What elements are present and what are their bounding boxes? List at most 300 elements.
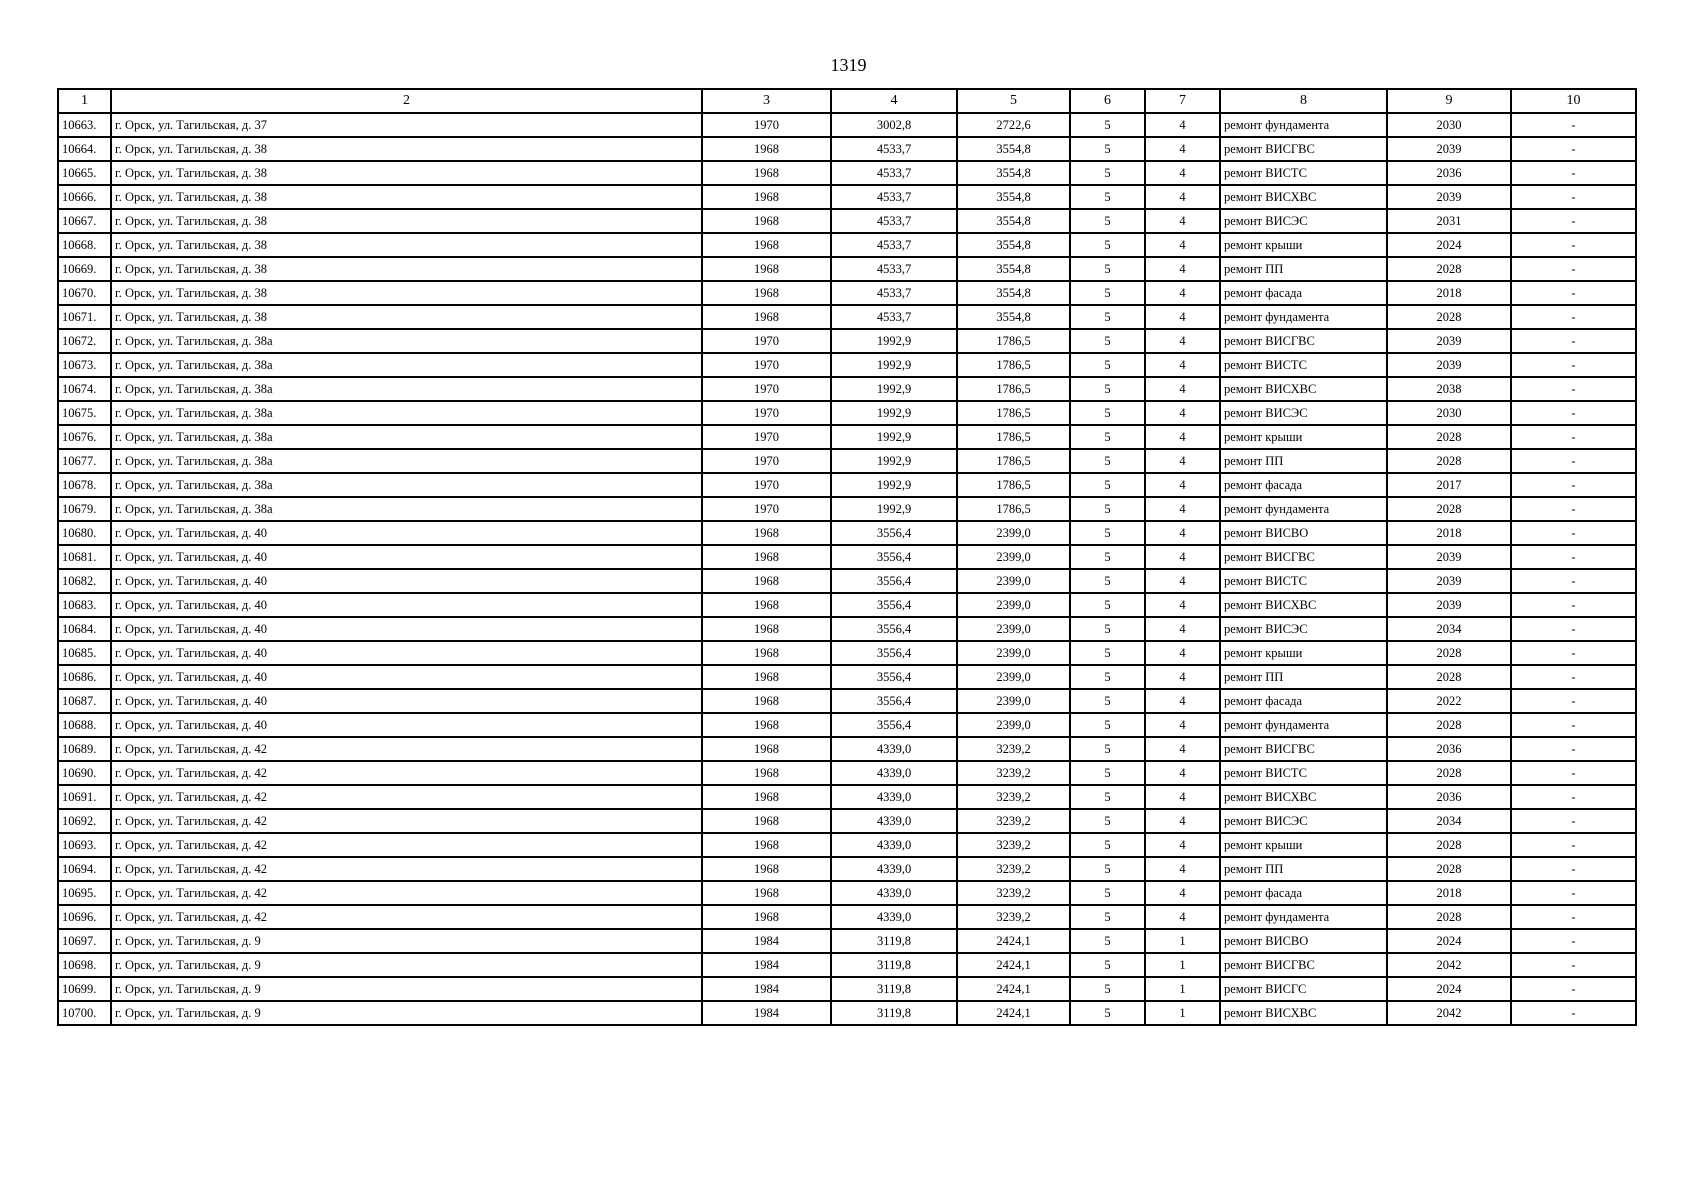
floors-cell: 5 — [1070, 521, 1145, 545]
row-number-cell: 10686. — [58, 665, 111, 689]
row-number-cell: 10694. — [58, 857, 111, 881]
year-cell: 1968 — [702, 881, 831, 905]
floors-cell: 5 — [1070, 617, 1145, 641]
total-area-cell: 3556,4 — [831, 521, 957, 545]
table-row — [58, 425, 1636, 449]
note-cell: - — [1511, 521, 1636, 545]
year-cell: 1968 — [702, 233, 831, 257]
address-cell: г. Орск, ул. Тагильская, д. 38 — [111, 209, 702, 233]
header-row — [58, 89, 1636, 113]
living-area-cell: 2424,1 — [957, 977, 1070, 1001]
work-type-cell: ремонт ПП — [1220, 665, 1387, 689]
work-type-cell: ремонт ВИСГВС — [1220, 137, 1387, 161]
total-area-cell: 4533,7 — [831, 137, 957, 161]
total-area-cell: 1992,9 — [831, 425, 957, 449]
work-type-cell: ремонт ВИСГВС — [1220, 737, 1387, 761]
living-area-cell: 2399,0 — [957, 689, 1070, 713]
living-area-cell: 1786,5 — [957, 329, 1070, 353]
planned-year-cell: 2039 — [1387, 545, 1511, 569]
total-area-cell: 4533,7 — [831, 281, 957, 305]
row-number-cell: 10699. — [58, 977, 111, 1001]
year-cell: 1968 — [702, 569, 831, 593]
year-cell: 1968 — [702, 713, 831, 737]
living-area-cell: 3554,8 — [957, 281, 1070, 305]
work-type-cell: ремонт ВИСГС — [1220, 977, 1387, 1001]
total-area-cell: 4533,7 — [831, 305, 957, 329]
year-cell: 1968 — [702, 137, 831, 161]
planned-year-cell: 2028 — [1387, 449, 1511, 473]
work-type-cell: ремонт ВИСГВС — [1220, 329, 1387, 353]
table-row — [58, 785, 1636, 809]
planned-year-cell: 2036 — [1387, 785, 1511, 809]
living-area-cell: 3554,8 — [957, 305, 1070, 329]
note-cell: - — [1511, 209, 1636, 233]
entrances-cell: 4 — [1145, 473, 1220, 497]
year-cell: 1968 — [702, 737, 831, 761]
table-row — [58, 401, 1636, 425]
table-row — [58, 497, 1636, 521]
work-type-cell: ремонт ВИСХВС — [1220, 377, 1387, 401]
address-cell: г. Орск, ул. Тагильская, д. 42 — [111, 857, 702, 881]
work-type-cell: ремонт ВИСТС — [1220, 161, 1387, 185]
year-cell: 1984 — [702, 1001, 831, 1025]
floors-cell: 5 — [1070, 929, 1145, 953]
entrances-cell: 1 — [1145, 977, 1220, 1001]
entrances-cell: 4 — [1145, 833, 1220, 857]
address-cell: г. Орск, ул. Тагильская, д. 38а — [111, 425, 702, 449]
address-cell: г. Орск, ул. Тагильская, д. 40 — [111, 665, 702, 689]
row-number-cell: 10665. — [58, 161, 111, 185]
floors-cell: 5 — [1070, 401, 1145, 425]
table-row — [58, 305, 1636, 329]
work-type-cell: ремонт ВИСТС — [1220, 569, 1387, 593]
floors-cell: 5 — [1070, 473, 1145, 497]
note-cell: - — [1511, 737, 1636, 761]
work-type-cell: ремонт крыши — [1220, 233, 1387, 257]
floors-cell: 5 — [1070, 257, 1145, 281]
row-number-cell: 10698. — [58, 953, 111, 977]
work-type-cell: ремонт ВИСХВС — [1220, 1001, 1387, 1025]
table-row — [58, 569, 1636, 593]
note-cell: - — [1511, 953, 1636, 977]
row-number-cell: 10697. — [58, 929, 111, 953]
work-type-cell: ремонт фундамента — [1220, 305, 1387, 329]
living-area-cell: 2722,6 — [957, 113, 1070, 137]
note-cell: - — [1511, 833, 1636, 857]
table-row — [58, 953, 1636, 977]
year-cell: 1968 — [702, 761, 831, 785]
table-row — [58, 209, 1636, 233]
table-row — [58, 929, 1636, 953]
table-row — [58, 665, 1636, 689]
table-row — [58, 329, 1636, 353]
entrances-cell: 4 — [1145, 329, 1220, 353]
year-cell: 1968 — [702, 257, 831, 281]
note-cell: - — [1511, 113, 1636, 137]
address-cell: г. Орск, ул. Тагильская, д. 38 — [111, 305, 702, 329]
entrances-cell: 4 — [1145, 257, 1220, 281]
address-cell: г. Орск, ул. Тагильская, д. 38 — [111, 281, 702, 305]
entrances-cell: 4 — [1145, 521, 1220, 545]
entrances-cell: 4 — [1145, 785, 1220, 809]
entrances-cell: 1 — [1145, 953, 1220, 977]
year-cell: 1970 — [702, 329, 831, 353]
row-number-cell: 10683. — [58, 593, 111, 617]
living-area-cell: 2399,0 — [957, 593, 1070, 617]
planned-year-cell: 2028 — [1387, 833, 1511, 857]
year-cell: 1968 — [702, 617, 831, 641]
address-cell: г. Орск, ул. Тагильская, д. 42 — [111, 785, 702, 809]
total-area-cell: 3556,4 — [831, 617, 957, 641]
row-number-cell: 10667. — [58, 209, 111, 233]
floors-cell: 5 — [1070, 593, 1145, 617]
year-cell: 1984 — [702, 977, 831, 1001]
work-type-cell: ремонт ПП — [1220, 449, 1387, 473]
column-header: 9 — [1387, 89, 1511, 113]
note-cell: - — [1511, 137, 1636, 161]
total-area-cell: 4339,0 — [831, 761, 957, 785]
note-cell: - — [1511, 665, 1636, 689]
floors-cell: 5 — [1070, 737, 1145, 761]
note-cell: - — [1511, 713, 1636, 737]
note-cell: - — [1511, 425, 1636, 449]
address-cell: г. Орск, ул. Тагильская, д. 38 — [111, 185, 702, 209]
planned-year-cell: 2028 — [1387, 761, 1511, 785]
planned-year-cell: 2028 — [1387, 665, 1511, 689]
row-number-cell: 10680. — [58, 521, 111, 545]
table-row — [58, 737, 1636, 761]
address-cell: г. Орск, ул. Тагильская, д. 40 — [111, 593, 702, 617]
floors-cell: 5 — [1070, 329, 1145, 353]
floors-cell: 5 — [1070, 905, 1145, 929]
note-cell: - — [1511, 929, 1636, 953]
note-cell: - — [1511, 353, 1636, 377]
planned-year-cell: 2028 — [1387, 857, 1511, 881]
column-header: 10 — [1511, 89, 1636, 113]
total-area-cell: 3556,4 — [831, 545, 957, 569]
entrances-cell: 4 — [1145, 449, 1220, 473]
row-number-cell: 10671. — [58, 305, 111, 329]
table-body — [58, 113, 1636, 1025]
address-cell: г. Орск, ул. Тагильская, д. 38а — [111, 497, 702, 521]
work-type-cell: ремонт фасада — [1220, 473, 1387, 497]
total-area-cell: 3556,4 — [831, 689, 957, 713]
floors-cell: 5 — [1070, 185, 1145, 209]
total-area-cell: 3119,8 — [831, 977, 957, 1001]
floors-cell: 5 — [1070, 689, 1145, 713]
floors-cell: 5 — [1070, 641, 1145, 665]
note-cell: - — [1511, 377, 1636, 401]
total-area-cell: 3556,4 — [831, 569, 957, 593]
note-cell: - — [1511, 689, 1636, 713]
living-area-cell: 2399,0 — [957, 569, 1070, 593]
year-cell: 1984 — [702, 929, 831, 953]
year-cell: 1970 — [702, 113, 831, 137]
total-area-cell: 4533,7 — [831, 257, 957, 281]
table-row — [58, 761, 1636, 785]
work-type-cell: ремонт ВИСЭС — [1220, 209, 1387, 233]
entrances-cell: 4 — [1145, 401, 1220, 425]
living-area-cell: 3239,2 — [957, 857, 1070, 881]
floors-cell: 5 — [1070, 785, 1145, 809]
address-cell: г. Орск, ул. Тагильская, д. 38а — [111, 473, 702, 497]
address-cell: г. Орск, ул. Тагильская, д. 40 — [111, 569, 702, 593]
floors-cell: 5 — [1070, 233, 1145, 257]
entrances-cell: 4 — [1145, 617, 1220, 641]
planned-year-cell: 2030 — [1387, 113, 1511, 137]
row-number-cell: 10692. — [58, 809, 111, 833]
address-cell: г. Орск, ул. Тагильская, д. 37 — [111, 113, 702, 137]
entrances-cell: 4 — [1145, 857, 1220, 881]
table-row — [58, 545, 1636, 569]
note-cell: - — [1511, 857, 1636, 881]
total-area-cell: 3119,8 — [831, 953, 957, 977]
total-area-cell: 3002,8 — [831, 113, 957, 137]
address-cell: г. Орск, ул. Тагильская, д. 40 — [111, 713, 702, 737]
address-cell: г. Орск, ул. Тагильская, д. 42 — [111, 809, 702, 833]
entrances-cell: 4 — [1145, 137, 1220, 161]
note-cell: - — [1511, 449, 1636, 473]
living-area-cell: 3239,2 — [957, 737, 1070, 761]
note-cell: - — [1511, 569, 1636, 593]
planned-year-cell: 2018 — [1387, 881, 1511, 905]
floors-cell: 5 — [1070, 497, 1145, 521]
note-cell: - — [1511, 545, 1636, 569]
floors-cell: 5 — [1070, 713, 1145, 737]
column-header: 2 — [111, 89, 702, 113]
row-number-cell: 10675. — [58, 401, 111, 425]
note-cell: - — [1511, 809, 1636, 833]
year-cell: 1968 — [702, 305, 831, 329]
living-area-cell: 2399,0 — [957, 521, 1070, 545]
table-row — [58, 161, 1636, 185]
table-header — [58, 89, 1636, 113]
entrances-cell: 4 — [1145, 641, 1220, 665]
table-row — [58, 521, 1636, 545]
entrances-cell: 4 — [1145, 545, 1220, 569]
note-cell: - — [1511, 641, 1636, 665]
living-area-cell: 2399,0 — [957, 665, 1070, 689]
work-type-cell: ремонт фундамента — [1220, 113, 1387, 137]
row-number-cell: 10677. — [58, 449, 111, 473]
planned-year-cell: 2038 — [1387, 377, 1511, 401]
living-area-cell: 1786,5 — [957, 449, 1070, 473]
row-number-cell: 10669. — [58, 257, 111, 281]
planned-year-cell: 2028 — [1387, 305, 1511, 329]
total-area-cell: 4533,7 — [831, 209, 957, 233]
total-area-cell: 4339,0 — [831, 833, 957, 857]
entrances-cell: 4 — [1145, 497, 1220, 521]
living-area-cell: 3239,2 — [957, 785, 1070, 809]
table-row — [58, 257, 1636, 281]
total-area-cell: 1992,9 — [831, 377, 957, 401]
table-row — [58, 137, 1636, 161]
planned-year-cell: 2039 — [1387, 329, 1511, 353]
total-area-cell: 4339,0 — [831, 785, 957, 809]
living-area-cell: 1786,5 — [957, 425, 1070, 449]
table-row — [58, 857, 1636, 881]
planned-year-cell: 2036 — [1387, 737, 1511, 761]
row-number-cell: 10676. — [58, 425, 111, 449]
total-area-cell: 1992,9 — [831, 449, 957, 473]
work-type-cell: ремонт фундамента — [1220, 497, 1387, 521]
note-cell: - — [1511, 593, 1636, 617]
planned-year-cell: 2042 — [1387, 953, 1511, 977]
row-number-cell: 10700. — [58, 1001, 111, 1025]
year-cell: 1968 — [702, 785, 831, 809]
row-number-cell: 10679. — [58, 497, 111, 521]
floors-cell: 5 — [1070, 881, 1145, 905]
floors-cell: 5 — [1070, 281, 1145, 305]
year-cell: 1968 — [702, 281, 831, 305]
floors-cell: 5 — [1070, 857, 1145, 881]
address-cell: г. Орск, ул. Тагильская, д. 42 — [111, 833, 702, 857]
row-number-cell: 10663. — [58, 113, 111, 137]
table-row — [58, 641, 1636, 665]
table-row — [58, 473, 1636, 497]
entrances-cell: 4 — [1145, 425, 1220, 449]
work-type-cell: ремонт ВИСГВС — [1220, 953, 1387, 977]
floors-cell: 5 — [1070, 161, 1145, 185]
entrances-cell: 4 — [1145, 113, 1220, 137]
row-number-cell: 10666. — [58, 185, 111, 209]
living-area-cell: 1786,5 — [957, 401, 1070, 425]
address-cell: г. Орск, ул. Тагильская, д. 9 — [111, 929, 702, 953]
row-number-cell: 10690. — [58, 761, 111, 785]
work-type-cell: ремонт ВИСВО — [1220, 521, 1387, 545]
total-area-cell: 4533,7 — [831, 233, 957, 257]
total-area-cell: 3556,4 — [831, 665, 957, 689]
living-area-cell: 1786,5 — [957, 377, 1070, 401]
note-cell: - — [1511, 1001, 1636, 1025]
address-cell: г. Орск, ул. Тагильская, д. 42 — [111, 761, 702, 785]
planned-year-cell: 2018 — [1387, 281, 1511, 305]
floors-cell: 5 — [1070, 1001, 1145, 1025]
table-row — [58, 377, 1636, 401]
address-cell: г. Орск, ул. Тагильская, д. 40 — [111, 641, 702, 665]
living-area-cell: 2399,0 — [957, 545, 1070, 569]
planned-year-cell: 2028 — [1387, 425, 1511, 449]
planned-year-cell: 2028 — [1387, 497, 1511, 521]
table-row — [58, 977, 1636, 1001]
table-row — [58, 809, 1636, 833]
address-cell: г. Орск, ул. Тагильская, д. 38 — [111, 233, 702, 257]
table-row — [58, 449, 1636, 473]
row-number-cell: 10688. — [58, 713, 111, 737]
planned-year-cell: 2039 — [1387, 185, 1511, 209]
year-cell: 1970 — [702, 377, 831, 401]
year-cell: 1968 — [702, 521, 831, 545]
floors-cell: 5 — [1070, 569, 1145, 593]
note-cell: - — [1511, 401, 1636, 425]
table-row — [58, 833, 1636, 857]
floors-cell: 5 — [1070, 545, 1145, 569]
total-area-cell: 3119,8 — [831, 929, 957, 953]
table-row — [58, 713, 1636, 737]
entrances-cell: 4 — [1145, 185, 1220, 209]
total-area-cell: 1992,9 — [831, 473, 957, 497]
living-area-cell: 2424,1 — [957, 1001, 1070, 1025]
column-header: 6 — [1070, 89, 1145, 113]
address-cell: г. Орск, ул. Тагильская, д. 9 — [111, 1001, 702, 1025]
living-area-cell: 1786,5 — [957, 353, 1070, 377]
planned-year-cell: 2039 — [1387, 593, 1511, 617]
column-header: 1 — [58, 89, 111, 113]
row-number-cell: 10678. — [58, 473, 111, 497]
entrances-cell: 4 — [1145, 377, 1220, 401]
planned-year-cell: 2031 — [1387, 209, 1511, 233]
total-area-cell: 3556,4 — [831, 641, 957, 665]
entrances-cell: 4 — [1145, 689, 1220, 713]
year-cell: 1984 — [702, 953, 831, 977]
row-number-cell: 10672. — [58, 329, 111, 353]
floors-cell: 5 — [1070, 833, 1145, 857]
living-area-cell: 3554,8 — [957, 209, 1070, 233]
row-number-cell: 10691. — [58, 785, 111, 809]
year-cell: 1968 — [702, 593, 831, 617]
planned-year-cell: 2042 — [1387, 1001, 1511, 1025]
note-cell: - — [1511, 881, 1636, 905]
living-area-cell: 2399,0 — [957, 713, 1070, 737]
planned-year-cell: 2022 — [1387, 689, 1511, 713]
capital-repair-table — [57, 88, 1637, 1026]
column-header: 4 — [831, 89, 957, 113]
table-row — [58, 905, 1636, 929]
planned-year-cell: 2039 — [1387, 353, 1511, 377]
year-cell: 1970 — [702, 425, 831, 449]
address-cell: г. Орск, ул. Тагильская, д. 38а — [111, 401, 702, 425]
floors-cell: 5 — [1070, 953, 1145, 977]
year-cell: 1968 — [702, 689, 831, 713]
planned-year-cell: 2028 — [1387, 641, 1511, 665]
work-type-cell: ремонт крыши — [1220, 425, 1387, 449]
note-cell: - — [1511, 305, 1636, 329]
living-area-cell: 3554,8 — [957, 233, 1070, 257]
planned-year-cell: 2017 — [1387, 473, 1511, 497]
floors-cell: 5 — [1070, 665, 1145, 689]
floors-cell: 5 — [1070, 137, 1145, 161]
living-area-cell: 1786,5 — [957, 497, 1070, 521]
living-area-cell: 3554,8 — [957, 161, 1070, 185]
row-number-cell: 10674. — [58, 377, 111, 401]
total-area-cell: 1992,9 — [831, 353, 957, 377]
address-cell: г. Орск, ул. Тагильская, д. 40 — [111, 545, 702, 569]
address-cell: г. Орск, ул. Тагильская, д. 38 — [111, 137, 702, 161]
total-area-cell: 3556,4 — [831, 713, 957, 737]
address-cell: г. Орск, ул. Тагильская, д. 38а — [111, 329, 702, 353]
table-row — [58, 1001, 1636, 1025]
living-area-cell: 3554,8 — [957, 185, 1070, 209]
planned-year-cell: 2039 — [1387, 569, 1511, 593]
entrances-cell: 4 — [1145, 161, 1220, 185]
total-area-cell: 4339,0 — [831, 857, 957, 881]
living-area-cell: 3554,8 — [957, 257, 1070, 281]
note-cell: - — [1511, 977, 1636, 1001]
entrances-cell: 4 — [1145, 665, 1220, 689]
year-cell: 1970 — [702, 353, 831, 377]
work-type-cell: ремонт ВИСТС — [1220, 761, 1387, 785]
total-area-cell: 4339,0 — [831, 809, 957, 833]
work-type-cell: ремонт ВИСТС — [1220, 353, 1387, 377]
floors-cell: 5 — [1070, 377, 1145, 401]
year-cell: 1968 — [702, 545, 831, 569]
year-cell: 1968 — [702, 905, 831, 929]
planned-year-cell: 2030 — [1387, 401, 1511, 425]
address-cell: г. Орск, ул. Тагильская, д. 40 — [111, 689, 702, 713]
row-number-cell: 10693. — [58, 833, 111, 857]
address-cell: г. Орск, ул. Тагильская, д. 38 — [111, 161, 702, 185]
floors-cell: 5 — [1070, 305, 1145, 329]
